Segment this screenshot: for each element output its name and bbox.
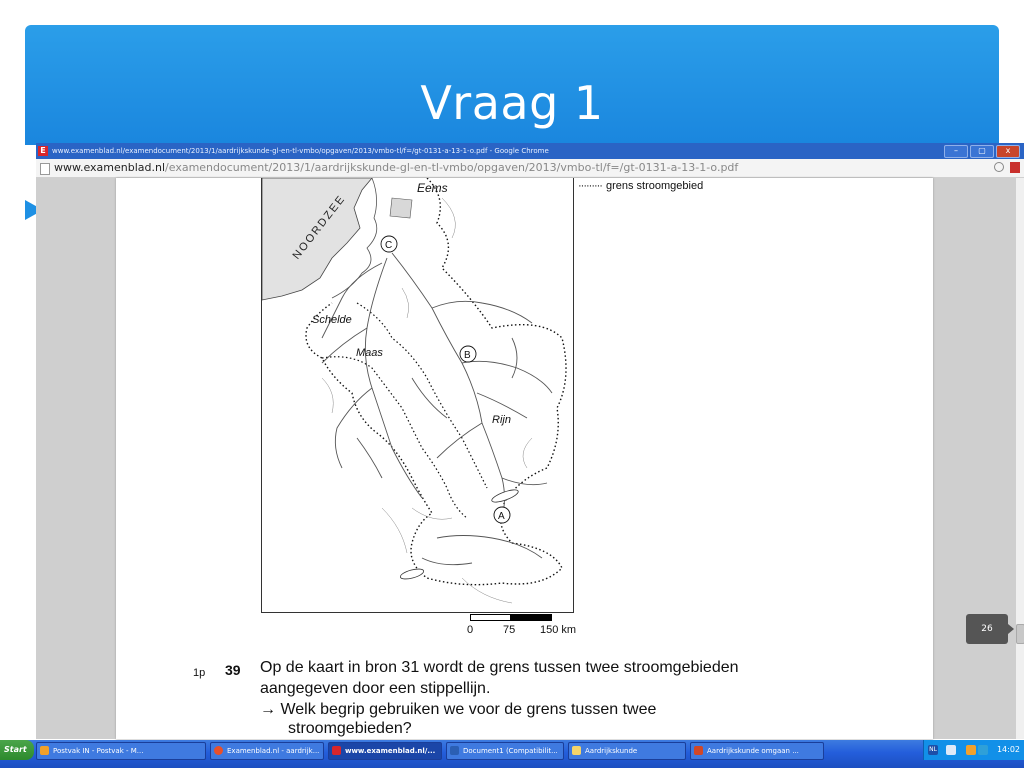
- map-marker-b-label: B: [464, 350, 471, 361]
- task-label: Examenblad.nl - aardrijk...: [227, 747, 320, 755]
- url-host: www.examenblad.nl: [54, 161, 166, 174]
- task-chrome-pdf[interactable]: [328, 742, 442, 760]
- map-marker-c: [381, 236, 397, 252]
- legend-dotted-line: ·········: [578, 180, 602, 192]
- legend-label: grens stroomgebied: [605, 180, 704, 192]
- address-bar[interactable]: [36, 159, 1024, 178]
- task-label: Document1 (Compatibilit...: [463, 747, 558, 755]
- question-line-3: → Welk begrip gebruiken we voor de grens tussen twee: [260, 701, 657, 718]
- task-outlook[interactable]: [36, 742, 206, 760]
- scale-bar-white-segment: [470, 614, 512, 621]
- task-label: Postvak IN - Postvak - M...: [53, 747, 144, 755]
- task-folder-aardrijkskunde[interactable]: [568, 742, 686, 760]
- map-label-sea: NOORDZEE: [290, 192, 349, 262]
- map-legend: [578, 180, 703, 192]
- task-word-document[interactable]: [446, 742, 564, 760]
- minimize-button[interactable]: –: [944, 145, 968, 158]
- printer-icon[interactable]: [946, 745, 956, 755]
- word-icon: [450, 746, 459, 755]
- powerpoint-icon: [694, 746, 703, 755]
- start-button[interactable]: Start: [0, 740, 34, 760]
- question-line-1: Op de kaart in bron 31 wordt de grens tussen twee stroomgebieden: [260, 659, 739, 676]
- chrome-icon: [214, 746, 223, 755]
- pdf-extension-icon[interactable]: [1010, 162, 1020, 173]
- slide-title: Vraag 1: [420, 76, 604, 130]
- maximize-button[interactable]: ▢: [970, 145, 994, 158]
- browser-window-title: www.examenblad.nl/examendocument/2013/1/aardrijkskunde-gl-en-tl-vmbo/opgaven/2013/vmbo-tl/f=/gt-0131-a-13-1-o.pdf - Google Chrome: [52, 147, 549, 155]
- page-number-indicator: 26: [966, 614, 1008, 644]
- map-label-schelde: Schelde: [312, 314, 352, 326]
- task-chrome-examenblad[interactable]: [210, 742, 324, 760]
- map-marker-a-label: A: [498, 511, 505, 522]
- url-text[interactable]: [54, 159, 738, 177]
- scroll-thumb[interactable]: [1016, 624, 1024, 644]
- river-basin-map: [261, 178, 574, 613]
- question-number: 39: [225, 662, 241, 678]
- scale-bar: [470, 614, 550, 620]
- question-points: 1p: [193, 667, 206, 679]
- onenote-tray-icon[interactable]: [978, 745, 988, 755]
- scale-tick-150: 150 km: [540, 624, 577, 636]
- windows-taskbar: [0, 740, 1024, 768]
- examenblad-favicon-icon: E: [38, 146, 48, 156]
- scale-tick-0: 0: [467, 624, 474, 636]
- task-powerpoint[interactable]: [690, 742, 824, 760]
- map-marker-b: [460, 346, 476, 362]
- map-label-eems: Eems: [417, 181, 448, 195]
- map-label-rijn: Rijn: [492, 414, 511, 426]
- close-button[interactable]: x: [996, 145, 1020, 158]
- outlook-icon: [40, 746, 49, 755]
- task-label: Aardrijkskunde omgaan ...: [707, 747, 799, 755]
- question-line-4: stroomgebieden?: [288, 720, 412, 737]
- task-label: Aardrijkskunde: [585, 747, 638, 755]
- scale-tick-75: 75: [503, 624, 516, 636]
- system-clock: 14:02: [996, 745, 1020, 754]
- map-label-maas: Maas: [356, 347, 383, 359]
- taskbar-tasks: [36, 742, 824, 758]
- scale-bar-black-segment: [510, 614, 552, 621]
- map-marker-a: [494, 507, 510, 523]
- question-line-2: aangegeven door een stippellijn.: [260, 680, 491, 697]
- outlook-tray-icon[interactable]: [966, 745, 976, 755]
- task-label: www.examenblad.nl/...: [345, 747, 436, 755]
- url-path: /examendocument/2013/1/aardrijkskunde-gl-en-tl-vmbo/opgaven/2013/vmbo-tl/f=/gt-0131-a-13-1-o.pdf: [165, 161, 739, 174]
- folder-icon: [572, 746, 581, 755]
- examenblad-icon: [332, 746, 341, 755]
- map-marker-c-label: C: [385, 240, 393, 251]
- vertical-scrollbar[interactable]: [1016, 178, 1024, 739]
- system-tray: [923, 740, 1024, 760]
- language-icon[interactable]: NL: [929, 746, 937, 753]
- page-icon: [40, 163, 50, 175]
- window-controls: [944, 145, 1020, 157]
- zoom-icon[interactable]: [994, 162, 1004, 172]
- map-drawing: [262, 178, 573, 612]
- browser-title-bar: [36, 143, 1024, 159]
